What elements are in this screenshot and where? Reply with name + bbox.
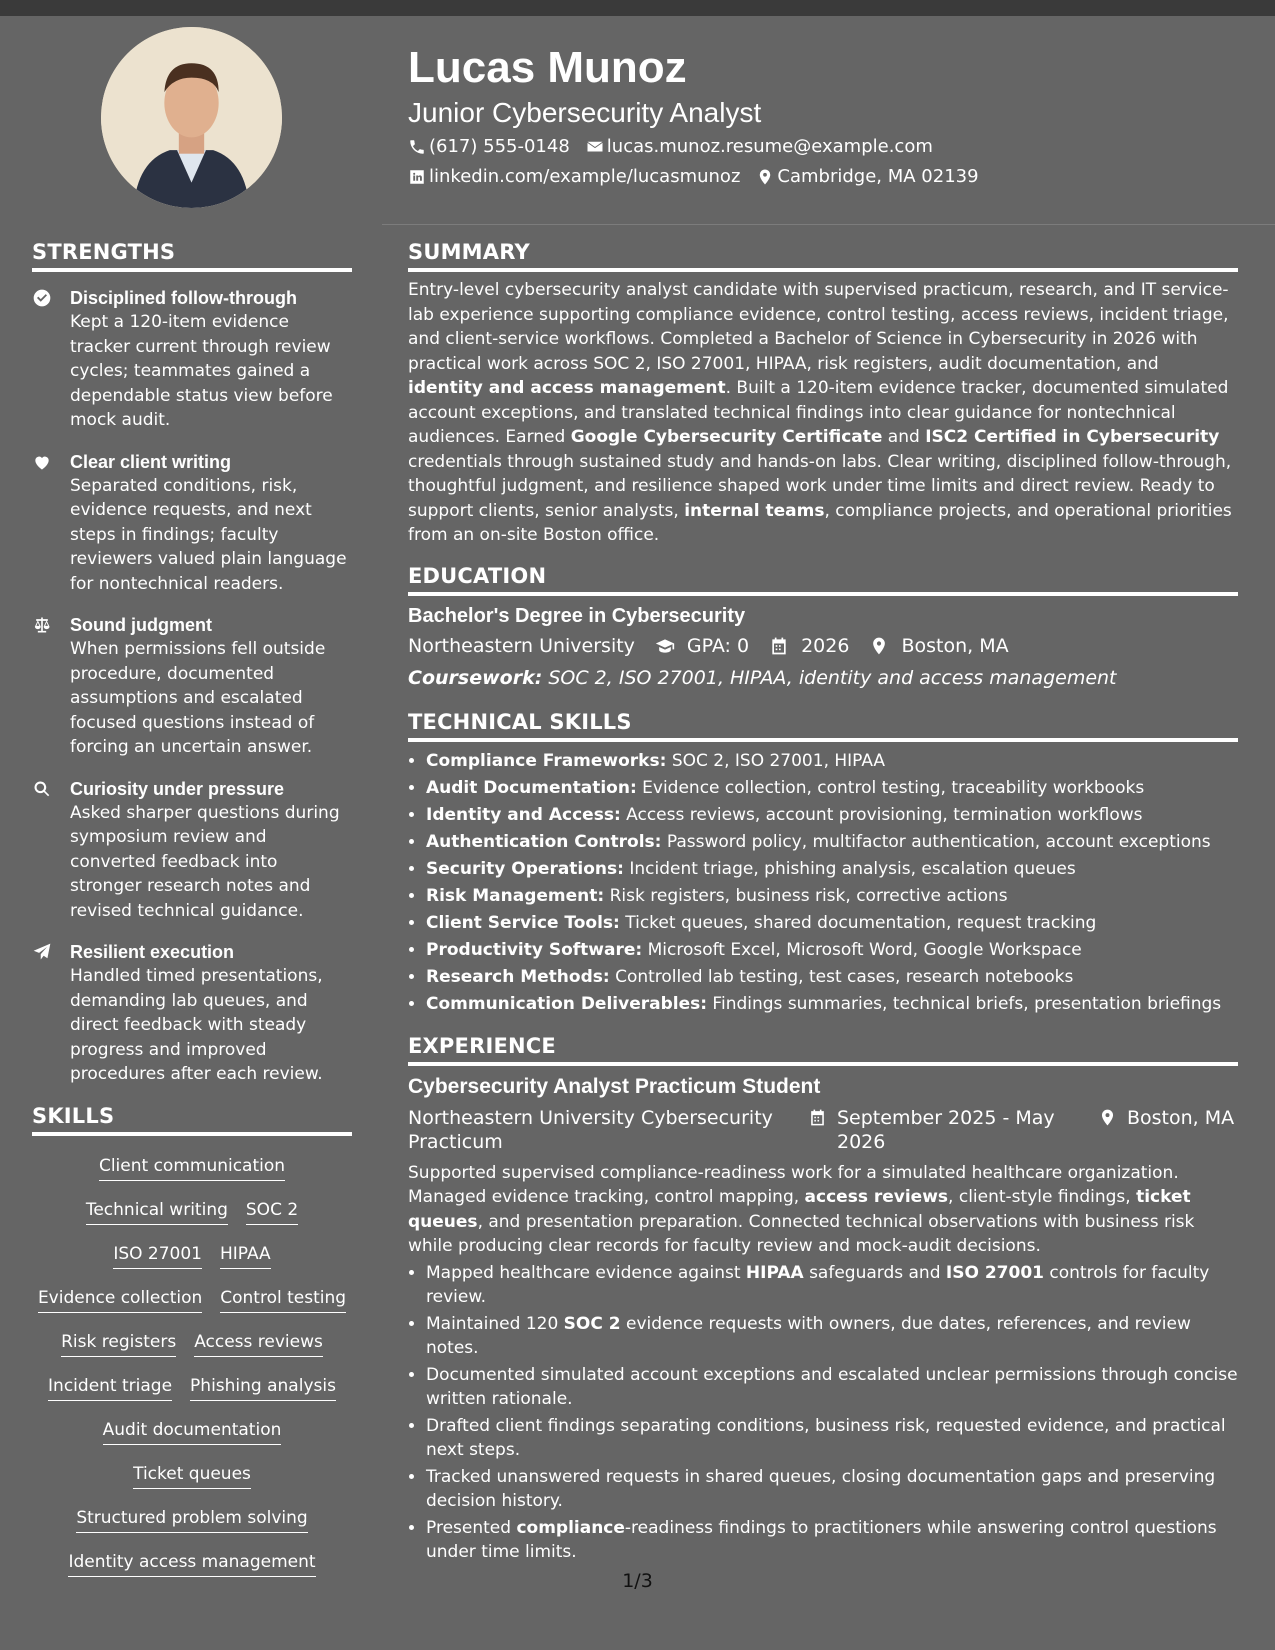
strength-title: Resilient execution — [70, 942, 235, 962]
linkedin-icon — [408, 168, 426, 186]
job-meta — [408, 1106, 1238, 1155]
job-bullet — [426, 1363, 1238, 1412]
skill-tag: SOC 2 — [246, 1198, 298, 1225]
skill-values: Findings summaries, technical briefs, presentation briefings — [707, 993, 1222, 1014]
skill-tag: Client communication — [99, 1154, 285, 1181]
job-dates-text: September 2025 - May 2026 — [837, 1106, 1055, 1153]
skill-values: Evidence collection, control testing, traceability workbooks — [636, 777, 1145, 798]
technical-skill-item — [426, 856, 1238, 883]
strengths-heading: STRENGTHS — [32, 240, 352, 272]
summary-emphasis: Google Cybersecurity Certificate — [570, 427, 883, 447]
strength-item — [32, 286, 352, 433]
skill-category: Productivity Software: — [426, 939, 643, 960]
year-item — [769, 630, 849, 662]
phone-contact — [408, 132, 570, 162]
page-number: 1/3 — [622, 1570, 653, 1592]
education-meta — [408, 630, 1238, 662]
bullet-text: Documented simulated account exceptions and escalated unclear permissions through concise written rationale. — [426, 1364, 1238, 1409]
coursework — [408, 662, 1238, 694]
technical-skills-heading: TECHNICAL SKILLS — [408, 710, 1238, 742]
phone-icon — [408, 138, 426, 156]
job-organization: Northeastern University Cybersecurity Practicum — [408, 1106, 773, 1153]
technical-skill-item — [426, 937, 1238, 964]
skill-tag: Identity access management — [68, 1550, 315, 1577]
summary-heading: SUMMARY — [408, 240, 1238, 272]
location-text: Cambridge, MA 02139 — [777, 166, 979, 187]
sidebar — [32, 240, 352, 1586]
gpa-text: GPA: 0 — [686, 634, 750, 657]
search-icon — [32, 779, 52, 799]
skill-values: SOC 2, ISO 27001, HIPAA — [666, 750, 886, 771]
skill-category: Research Methods: — [426, 966, 610, 987]
balance-scale-icon — [32, 615, 52, 635]
job-bullet — [426, 1414, 1238, 1463]
technical-skills-list — [408, 748, 1238, 1018]
education-location-text: Boston, MA — [901, 634, 1009, 657]
skill-tag: Control testing — [220, 1286, 346, 1313]
skill-tag: Risk registers — [61, 1330, 176, 1357]
technical-skill-item — [426, 802, 1238, 829]
job-summary-emphasis: access reviews — [804, 1187, 949, 1207]
technical-skill-item — [426, 910, 1238, 937]
top-bar — [0, 0, 1275, 16]
skill-category: Client Service Tools: — [426, 912, 620, 933]
paper-plane-icon — [32, 942, 52, 962]
check-circle-icon — [32, 288, 52, 308]
strength-item — [32, 450, 352, 597]
technical-skill-item — [426, 964, 1238, 991]
degree-title: Bachelor's Degree in Cybersecurity — [408, 604, 746, 627]
heart-icon — [32, 452, 52, 472]
job-dates — [808, 1106, 1098, 1155]
summary-emphasis: internal teams — [684, 500, 825, 521]
contact-row-1 — [408, 132, 1248, 162]
summary-emphasis: ISC2 Certified in Cybersecurity — [925, 427, 1220, 447]
job-location — [1098, 1106, 1238, 1155]
summary-segment: , compliance projects, and operational priorities from an on-site Boston office. — [408, 500, 1232, 545]
skill-category: Compliance Frameworks: — [426, 750, 667, 771]
graduation-cap-icon — [655, 636, 675, 656]
calendar-icon — [769, 636, 789, 656]
strengths-list — [32, 286, 352, 1087]
bullet-text: Maintained 120 — [426, 1313, 564, 1334]
school-name: Northeastern University — [408, 634, 635, 657]
bullet-text: -readiness findings to practitioners while answering control questions under time limits. — [426, 1517, 1217, 1562]
contact-row-2 — [408, 162, 1248, 192]
job-summary-emphasis: ticket queues — [408, 1187, 1191, 1232]
skill-values: Microsoft Excel, Microsoft Word, Google Workspace — [642, 939, 1082, 960]
summary-text — [408, 278, 1238, 548]
strength-description: Handled timed presentations, demanding lab queues, and direct feedback with steady progress and improved procedures after each review. — [70, 966, 323, 1084]
email-contact[interactable] — [586, 132, 933, 162]
strength-title: Clear client writing — [70, 451, 232, 472]
linkedin-text: linkedin.com/example/lucasmunoz — [429, 166, 741, 187]
skill-category: Identity and Access: — [426, 804, 621, 825]
skill-category: Audit Documentation: — [426, 777, 637, 798]
job-summary-segment: , client-style findings, — [948, 1187, 1137, 1207]
strength-description: Separated conditions, risk, evidence requests, and next steps in findings; faculty reviewers valued plain language for nontechnical readers. — [70, 475, 347, 594]
strength-item — [32, 613, 352, 760]
strength-title: Disciplined follow-through — [70, 288, 297, 308]
skill-tag: Phishing analysis — [190, 1374, 336, 1401]
skill-tag: Evidence collection — [38, 1286, 202, 1313]
job-bullets — [408, 1261, 1238, 1565]
skill-values: Ticket queues, shared documentation, request tracking — [619, 912, 1097, 933]
job-bullet — [426, 1261, 1238, 1310]
bullet-text: controls for faculty review. — [426, 1262, 1210, 1307]
job-title: Cybersecurity Analyst Practicum Student — [408, 1074, 821, 1098]
header-divider — [382, 224, 1275, 225]
skill-category: Communication Deliverables: — [426, 993, 708, 1014]
skill-tag: Ticket queues — [133, 1462, 251, 1489]
technical-skill-item — [426, 775, 1238, 802]
coursework-text: SOC 2, ISO 27001, HIPAA, identity and access management — [542, 666, 1117, 689]
skill-values: Incident triage, phishing analysis, escalation queues — [623, 858, 1076, 879]
skill-tag: ISO 27001 — [113, 1242, 202, 1269]
candidate-role: Junior Cybersecurity Analyst — [408, 97, 762, 128]
skill-category: Security Operations: — [426, 858, 624, 879]
strength-item — [32, 940, 352, 1087]
bullet-text: evidence requests with owners, due dates, references, and review notes. — [426, 1313, 1191, 1358]
strength-title: Curiosity under pressure — [70, 778, 285, 799]
experience-heading: EXPERIENCE — [408, 1034, 1238, 1066]
job-summary-segment: , and presentation preparation. Connected technical observations with business risk while producing clear records for faculty review and mock-audit decisions. — [408, 1211, 1195, 1256]
skill-values: Access reviews, account provisioning, termination workflows — [620, 804, 1143, 825]
linkedin-contact[interactable] — [408, 162, 740, 192]
map-pin-icon — [756, 168, 774, 186]
skill-category: Risk Management: — [426, 885, 605, 906]
job-summary — [408, 1161, 1238, 1259]
skill-category: Authentication Controls: — [426, 831, 662, 852]
job-bullet — [426, 1312, 1238, 1361]
bullet-emphasis: SOC 2 — [563, 1313, 621, 1334]
technical-skill-item — [426, 748, 1238, 775]
bullet-text: Drafted client findings separating conditions, business risk, requested evidence, and practical next steps. — [426, 1415, 1226, 1460]
job-summary-segment: Supported supervised compliance-readiness work for a simulated healthcare organization. Managed evidence tracking, control mapping, — [408, 1162, 1179, 1207]
gpa-item — [655, 630, 749, 662]
skill-values: Controlled lab testing, test cases, research notebooks — [609, 966, 1074, 987]
skill-tag: HIPAA — [220, 1242, 271, 1269]
skill-values: Risk registers, business risk, corrective actions — [604, 885, 1008, 906]
strength-description: Asked sharper questions during symposium review and converted feedback into stronger research notes and revised technical guidance. — [70, 802, 340, 921]
coursework-label: Coursework: — [408, 666, 543, 689]
technical-skill-item — [426, 883, 1238, 910]
bullet-text: Mapped healthcare evidence against — [426, 1262, 746, 1283]
skill-values: Password policy, multifactor authentication, account exceptions — [661, 831, 1211, 852]
strength-description: When permissions fell outside procedure, documented assumptions and escalated focused questions instead of forcing an uncertain answer. — [70, 639, 326, 757]
bullet-text: Presented — [426, 1517, 517, 1538]
skill-tag: Structured problem solving — [76, 1506, 307, 1533]
skills-heading: SKILLS — [32, 1104, 352, 1136]
education-heading: EDUCATION — [408, 564, 1238, 596]
summary-segment: credentials through sustained study and hands-on labs. Clear writing, disciplined follow-through, thoughtful judgment, and resilience shaped work under time limits and direct review. Ready to support clients, senior analysts, — [408, 451, 1232, 521]
skills-tags — [32, 1146, 352, 1586]
job-bullet — [426, 1516, 1238, 1565]
bullet-emphasis: ISO 27001 — [945, 1262, 1044, 1283]
skill-tag: Incident triage — [48, 1374, 172, 1401]
profile-photo-illustration — [101, 27, 282, 208]
education-location-item — [869, 630, 1008, 662]
envelope-icon — [586, 138, 604, 156]
bullet-emphasis: compliance — [516, 1517, 625, 1538]
map-pin-icon — [1098, 1108, 1117, 1127]
summary-segment: and — [882, 427, 926, 447]
avatar — [101, 27, 282, 208]
technical-skill-item — [426, 991, 1238, 1018]
bullet-text: Tracked unanswered requests in shared queues, closing documentation gaps and preserving decision history. — [426, 1466, 1216, 1511]
year-text: 2026 — [801, 634, 850, 657]
strength-item — [32, 777, 352, 924]
bullet-emphasis: HIPAA — [745, 1262, 804, 1283]
map-pin-icon — [869, 636, 889, 656]
location-contact — [756, 162, 978, 192]
job-bullet — [426, 1465, 1238, 1514]
skill-tag: Access reviews — [194, 1330, 323, 1357]
bullet-text: safeguards and — [803, 1262, 946, 1283]
email-text: lucas.munoz.resume@example.com — [606, 136, 933, 157]
skill-tag: Audit documentation — [103, 1418, 282, 1445]
summary-segment: Entry-level cybersecurity analyst candidate with supervised practicum, research, and IT service-lab experience supporting compliance evidence, control testing, access reviews, incident triage, and client-service workflows. Completed a Bachelor of Science in Cybersecurity in 2026 with practical work across SOC 2, ISO 27001, HIPAA, risk registers, audit documentation, and — [408, 280, 1229, 374]
skill-tag: Technical writing — [86, 1198, 228, 1225]
calendar-icon — [808, 1108, 827, 1127]
strength-description: Kept a 120-item evidence tracker current through review cycles; teammates gained a dependable status view before mock audit. — [70, 312, 333, 430]
strength-title: Sound judgment — [70, 615, 212, 635]
phone-text: (617) 555-0148 — [429, 136, 570, 157]
summary-segment: . Built a 120-item evidence tracker, documented simulated account exceptions, and translated technical findings into clear guidance for nontechnical audiences. Earned — [408, 378, 1229, 447]
resume-header — [408, 42, 1248, 192]
main-content — [408, 240, 1238, 1567]
summary-emphasis: identity and access management — [408, 378, 726, 398]
technical-skill-item — [426, 829, 1238, 856]
job-location-text: Boston, MA — [1127, 1106, 1235, 1129]
candidate-name: Lucas Munoz — [408, 43, 687, 92]
